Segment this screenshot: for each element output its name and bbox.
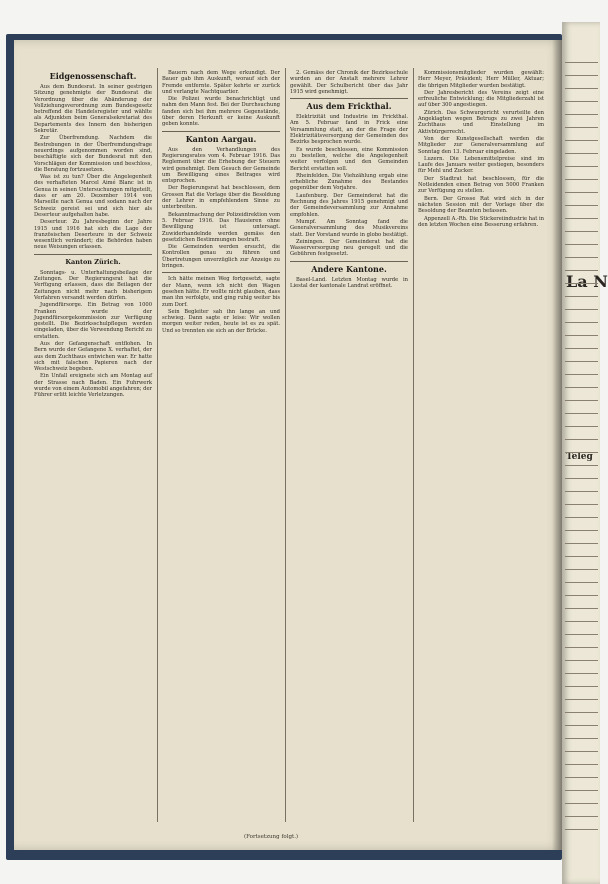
next-page-text-line [565,88,598,95]
article-paragraph: Elektrizität und Industrie im Frickthal. Am 5. Februar fand in Frick eine Versammlung statt, an der die Frage der Elektrizitätsversorgung der Gemeinden des Bezirks besprochen wurde. [290,114,408,146]
article-paragraph: Die Gemeinden werden ersucht, die Kontrollen genau zu führen und Übertretungen unverzüglich zur Anzeige zu bringen. [162,244,280,270]
next-page-text-line [565,491,598,498]
heading-andere-kantone: Andere Kantone. [311,263,387,274]
column-rule [157,68,158,822]
next-page-text-line [565,439,598,446]
next-page-text-line [565,205,598,212]
next-page-text-line [565,725,598,732]
next-page-text-line [565,231,598,238]
next-page-text-line [565,283,598,290]
next-page-text-line [565,803,598,810]
article-paragraph: Der Stadtrat hat beschlossen, für die Notleidenden einen Betrag von 5000 Franken zur Verfügung zu stellen. [418,175,544,195]
article-paragraph: Aus dem Bundesrat. In seiner gestrigen Sitzung genehmigte der Bundesrat die Verordnung über die Abänderung der Vollziehungsverordnung zum Bundesgesetz betreffend die Handelsregister und wählte als Adjunkten beim Generalsekretariat des Departements des Innern den bisherigen Sekretär. [34,84,152,135]
article-paragraph: Kommissionsmitglieder wurden gewählt: Herr Meyer, Präsident; Herr Müller, Aktuar; die übrigen Mitglieder wurden bestätigt. [418,70,544,89]
next-page-text-line [565,777,598,784]
article-paragraph: Zeiningen. Der Gemeinderat hat die Wasserversorgung neu geregelt und die Gebühren festgesetzt. [290,238,408,258]
next-page-text-line [565,335,598,342]
next-page-text-line [565,608,598,615]
continuation-note: (Fortsetzung folgt.) [244,834,299,840]
next-page-text-line [565,75,598,82]
column-1 [34,70,152,830]
article-paragraph: Deserteur. Zu Jahresbeginn der Jahre 1915 und 1916 hat sich die Lage der französischen Deserteure in der Schweiz wesentlich verändert; die Behörden haben neue Weisungen erlassen. [34,219,152,251]
column-2 [162,70,280,830]
article-paragraph: Es wurde beschlossen, eine Kommission zu bestellen, welche die Angelegenheit weiter verfolgen und den Gemeinden Bericht erstatten soll. [290,146,408,172]
next-page-text-line [565,296,598,303]
next-page-text-line [565,465,598,472]
next-page-masthead: La N [566,272,608,291]
article-paragraph: 2. Gemäss der Chronik der Bezirksschule wurden an der Anstalt mehrere Lehrer gewählt. Der Schulbericht über das Jahr 1915 wird genehmigt. [290,70,408,95]
article-paragraph: Basel-Land. Letzten Montag wurde in Liestal der kantonale Landrat eröffnet. [290,276,408,290]
next-page-text-line [565,712,598,719]
article-paragraph: Aus der Gefangenschaft entflohen. In Bern wurde der Gefangene X. verhaftet, der aus dem Zuchthaus entwichen war. Er hatte sich mit falschen Papieren nach der Westschweiz begeben. [34,340,152,373]
article-paragraph: Luzern. Die Lebensmittelpreise sind im Laufe des Januars weiter gestiegen, besonders für Mehl und Zucker. [418,155,544,175]
next-page-text-line [565,166,598,173]
article-paragraph: Der Jahresbericht des Vereins zeigt eine erfreuliche Entwicklung; die Mitgliederzahl ist auf über 300 angestiegen. [418,89,544,109]
next-page-text-line [565,361,598,368]
next-page-text-line [565,101,598,108]
heading-kanton-aargau: Kanton Aargau. [185,133,257,144]
article-paragraph: Von der Kunstgesellschaft werden die Mitglieder zur Generalversammlung auf Sonntag den 13. Februar eingeladen. [418,135,544,155]
next-page-text-line [565,517,598,524]
next-page-text-line [565,452,598,459]
page-gutter-shadow [552,40,562,850]
next-page-text-line [565,829,598,836]
next-page-text-line [565,192,598,199]
next-page-text-line [565,257,598,264]
next-page-text-line [565,270,598,277]
next-page-text-line [565,387,598,394]
newspaper-page [14,40,562,850]
article-paragraph: Der Regierungsrat hat beschlossen, dem Grossen Rat die Vorlage über die Besoldung der Lehrer in empfehlendem Sinne zu unterbreiten. [162,185,280,211]
column-rule [285,68,286,822]
next-page-text-line [565,621,598,628]
article-paragraph: Bauern nach dem Wege erkundigt. Der Bauer gab ihm Auskunft, worauf sich der Fremde entfernte. Später kehrte er zurück und verlangte Nachtquartier. [162,70,280,95]
next-page-text-line [565,816,598,823]
article-paragraph: Sonntags- u. Unterhaltungsbeilage der Zeitungen. Der Regierungsrat hat die Verfügung erlassen, dass die Beilagen der Zeitungen nicht mehr nach bisherigem Verfahren versandt werden dürfen. [34,269,152,301]
next-page-text-line [565,348,598,355]
next-page-text-line [565,244,598,251]
next-page-text-line [565,478,598,485]
column-rule [413,68,414,822]
article-paragraph: Appenzell A.-Rh. Die Stickereiindustrie hat in den letzten Wochen eine Besserung erfahren. [418,215,544,228]
next-page-text-line [565,114,598,121]
article-paragraph: Laufenburg. Der Gemeinderat hat die Rechnung des Jahres 1915 genehmigt und der Gemeindeversammlung zur Annahme empfohlen. [290,192,408,218]
next-page-text-line [565,751,598,758]
article-paragraph: Aus den Verhandlungen des Regierungsrates vom 4. Februar 1916. Das Reglement über die Erhebung der Steuern wird genehmigt. Dem Gesuch der Gemeinde um Bewilligung eines Beitrages wird entsprochen. [162,146,280,185]
article-paragraph: Zur Überfremdung. Nachdem die Bestrebungen in der Überfremdungsfrage neuerdings aufgenommen worden sind, beschäftigte sich der Bundesrat mit den Vorschlägen der Kommission und beschloss, die Beratung fortzusetzen. [34,135,152,173]
next-page-text-line [565,595,598,602]
next-page-text-line [565,413,598,420]
next-page-text-line [565,764,598,771]
column-3 [290,70,408,830]
next-page-text-line [565,790,598,797]
next-page-text-line [565,699,598,706]
next-page-text-line [565,140,598,147]
next-page-text-line [565,179,598,186]
article-paragraph: Ich hätte meinen Weg fortgesetzt, sagte der Mann, wenn ich nicht den Wagen gesehen hätte. Er wollte nicht glauben, dass man ihn verfolgte, und ging ruhig weiter bis zum Dorf. [162,276,280,308]
next-page-text-line [565,582,598,589]
article-paragraph: Was ist zu tun? Über die Angelegenheit des verhafteten Marcel Aimé Blanc ist in Genua in seinen Untersuchungen mitgeteilt, dass er am 20. Dezember 1914 von Marseille nach Genua und sodann nach der Schweiz gereist sei und sich hier als Deserteur aufgehalten habe. [34,174,152,218]
article-paragraph: Zürich. Das Schwurgericht verurteilte den Angeklagten wegen Betrugs zu zwei Jahren Zuchthaus und Einstellung im Aktivbürgerrecht. [418,109,544,135]
column-4 [418,70,544,830]
divider [290,98,408,99]
article-paragraph: Sein Begleiter sah ihn lange an und schwieg. Dann sagte er leise: Wir wollen morgen weiter reden, heute ist es zu spät. Und so trennten sie sich an der Brücke. [162,308,280,334]
next-page-text-line [565,543,598,550]
next-page-text-line [565,647,598,654]
next-page-text-line [565,569,598,576]
article-paragraph: Die Polizei wurde benachrichtigt und nahm den Mann fest. Bei der Durchsuchung fanden sich bei ihm mehrere Gegenstände, über deren Herkunft er keine Auskunft geben konnte. [162,96,280,128]
next-page-text-line [565,127,598,134]
next-page-text-line [565,62,598,69]
divider [34,254,152,255]
next-page-text-line [565,556,598,563]
article-paragraph: Ein Unfall ereignete sich am Montag auf der Strasse nach Baden. Ein Fuhrwerk wurde von einem Automobil angefahren; der Führer erlitt leichte Verletzungen. [34,373,153,399]
next-page-heading: Teleg [566,452,593,462]
next-page-text-line [565,686,598,693]
next-page-text-line [565,374,598,381]
next-page-text-line [565,660,598,667]
divider [162,272,280,273]
divider [290,261,408,262]
next-page-text-line [565,426,598,433]
next-page-text-line [565,153,598,160]
next-page-edge [562,22,608,884]
next-page-text-line [565,309,598,316]
article-paragraph: Mumpf. Am Sonntag fand die Generalversammlung des Musikvereins statt. Der Vorstand wurde in globo bestätigt. [290,218,408,238]
article-paragraph: Rheinfelden. Die Viehzählung ergab eine erhebliche Zunahme des Bestandes gegenüber dem Vorjahre. [290,172,408,192]
next-page-text-line [565,400,598,407]
next-page-text-line [565,738,598,745]
next-page-text-line [565,504,598,511]
article-paragraph: Jugendfürsorge. Ein Betrag von 1000 Franken wurde der Jugendfürsorgekommission zur Verfügung gestellt. Die Bezirksschulpflegen werden eingeladen, über die Verwendung Bericht zu erstatten. [34,302,152,340]
heading-kanton-zuerich: Kanton Zürich. [65,257,121,266]
divider [162,131,280,132]
next-page-text-line [565,322,598,329]
heading-aus-dem-frickthal: Aus dem Frickthal. [306,101,392,112]
article-paragraph: Bekanntmachung der Polizeidirektion vom 5. Februar 1916. Das Hausieren ohne Bewilligung ist untersagt. Zuwiderhandelnde werden gemäss den gesetzlichen Bestimmungen bestraft. [162,211,280,243]
next-page-text-line [565,218,598,225]
heading-eidgenossenschaft: Eidgenossenschaft. [49,71,137,81]
article-paragraph: Bern. Der Grosse Rat wird sich in der nächsten Session mit der Vorlage über die Besoldung der Beamten befassen. [418,195,544,215]
next-page-text-line [565,673,598,680]
next-page-text-line [565,530,598,537]
next-page-text-line [565,634,598,641]
